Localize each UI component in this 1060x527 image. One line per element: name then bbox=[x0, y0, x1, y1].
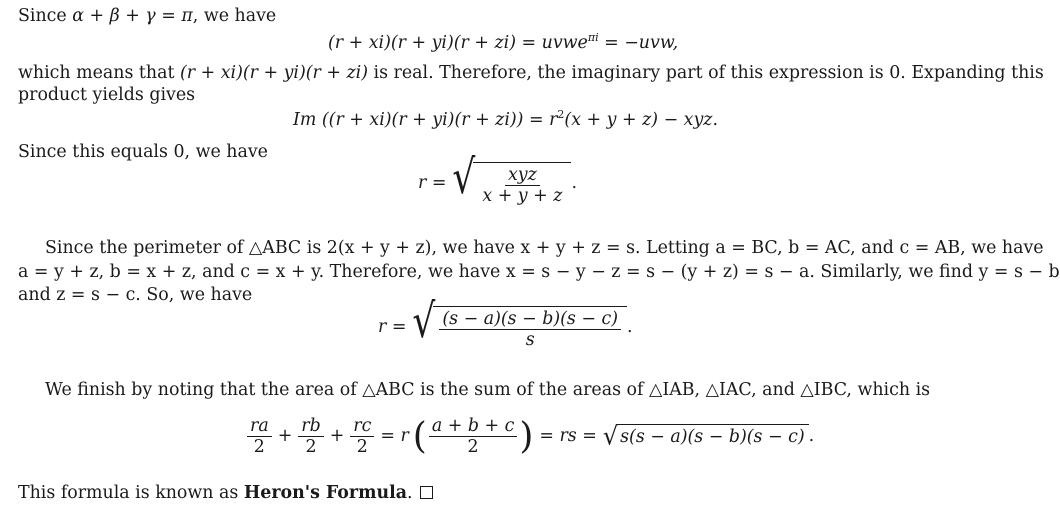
left-paren: ( bbox=[412, 415, 427, 457]
exponent: πi bbox=[587, 31, 599, 44]
equation-4 bbox=[378, 295, 633, 351]
equation-5 bbox=[245, 416, 814, 457]
paragraph-4-line-2: a = y + z, b = x + z, and c = x + y. Therefore, we have x = s − y − z = s − (y + z) = s − a. Similarly, we find y = s − b bbox=[18, 262, 1060, 282]
paragraph-4-line-3: and z = s − c. So, we have bbox=[18, 285, 253, 305]
period: . bbox=[626, 317, 633, 338]
numerator: rc bbox=[350, 416, 374, 437]
square-root bbox=[602, 421, 809, 451]
exponent: 2 bbox=[557, 108, 565, 121]
denominator: 2 bbox=[467, 437, 479, 458]
equation-2 bbox=[293, 108, 718, 132]
paragraph-6 bbox=[18, 483, 433, 505]
paragraph-2-line-2: product yields gives bbox=[18, 85, 196, 105]
equation-lhs: r = bbox=[378, 317, 407, 338]
radicand bbox=[473, 162, 571, 206]
operator: + bbox=[277, 425, 293, 446]
fraction bbox=[350, 416, 374, 457]
denominator: x + y + z bbox=[482, 186, 563, 207]
fraction bbox=[298, 416, 323, 457]
equation-lhs: r = bbox=[418, 173, 447, 194]
paragraph-2-line-1 bbox=[18, 63, 1044, 85]
paragraph-5: We finish by noting that the area of △ABC is the sum of the areas of △IAB, △IAC, and △IBC, which is bbox=[45, 380, 931, 400]
heron-formula-term: Heron's Formula bbox=[243, 483, 407, 503]
denominator: s bbox=[525, 330, 535, 351]
fraction bbox=[439, 309, 621, 350]
radical-sign: √ bbox=[602, 421, 619, 451]
equals-rs: = rs = bbox=[539, 425, 597, 446]
denominator: 2 bbox=[253, 437, 265, 458]
radicand bbox=[616, 424, 809, 449]
text: , we have bbox=[192, 6, 277, 26]
period: . bbox=[571, 173, 577, 194]
angle-sum-expression: α + β + γ = π bbox=[72, 6, 193, 26]
numerator: a + b + c bbox=[429, 416, 518, 437]
equation-rhs: (x + y + z) − xyz. bbox=[564, 110, 718, 130]
radical-sign: √ bbox=[412, 295, 436, 349]
text: This formula is known as bbox=[18, 483, 244, 503]
text: . bbox=[407, 483, 413, 503]
equation-3 bbox=[418, 151, 577, 207]
radical-sign: √ bbox=[452, 151, 476, 205]
square-root bbox=[412, 295, 627, 351]
numerator: xyz bbox=[505, 165, 540, 186]
radicand-text: s(s − a)(s − b)(s − c) bbox=[620, 427, 805, 448]
fraction bbox=[247, 416, 272, 457]
denominator: 2 bbox=[356, 437, 368, 458]
fraction bbox=[429, 416, 518, 457]
numerator: ra bbox=[247, 416, 272, 437]
radicand bbox=[433, 306, 627, 350]
paragraph-3: Since this equals 0, we have bbox=[18, 142, 268, 162]
equals-r: = r bbox=[380, 425, 409, 446]
right-paren: ) bbox=[519, 415, 534, 457]
paragraph-4-line-1: Since the perimeter of △ABC is 2(x + y + z), we have x + y + z = s. Letting a = BC, b = AC, and c = AB, we have bbox=[45, 238, 1044, 258]
denominator: 2 bbox=[305, 437, 317, 458]
qed-square-icon bbox=[420, 486, 433, 499]
paragraph-1 bbox=[18, 6, 276, 28]
numerator: rb bbox=[298, 416, 323, 437]
equation-lhs: Im ((r + xi)(r + yi)(r + zi)) = r bbox=[293, 110, 558, 130]
text: Since bbox=[18, 6, 73, 26]
numerator: (s − a)(s − b)(s − c) bbox=[439, 309, 621, 330]
product-expression: (r + xi)(r + yi)(r + zi) bbox=[180, 63, 369, 83]
square-root bbox=[452, 151, 571, 207]
equation-rhs: = −uvw, bbox=[598, 33, 679, 53]
fraction bbox=[479, 165, 565, 206]
text: is real. Therefore, the imaginary part of this expression is 0. Expanding this bbox=[368, 63, 1044, 83]
period: . bbox=[808, 425, 815, 446]
equation-1 bbox=[328, 31, 678, 55]
equation-lhs: (r + xi)(r + yi)(r + zi) = uvwe bbox=[328, 33, 588, 53]
text: which means that bbox=[18, 63, 180, 83]
operator: + bbox=[329, 425, 345, 446]
